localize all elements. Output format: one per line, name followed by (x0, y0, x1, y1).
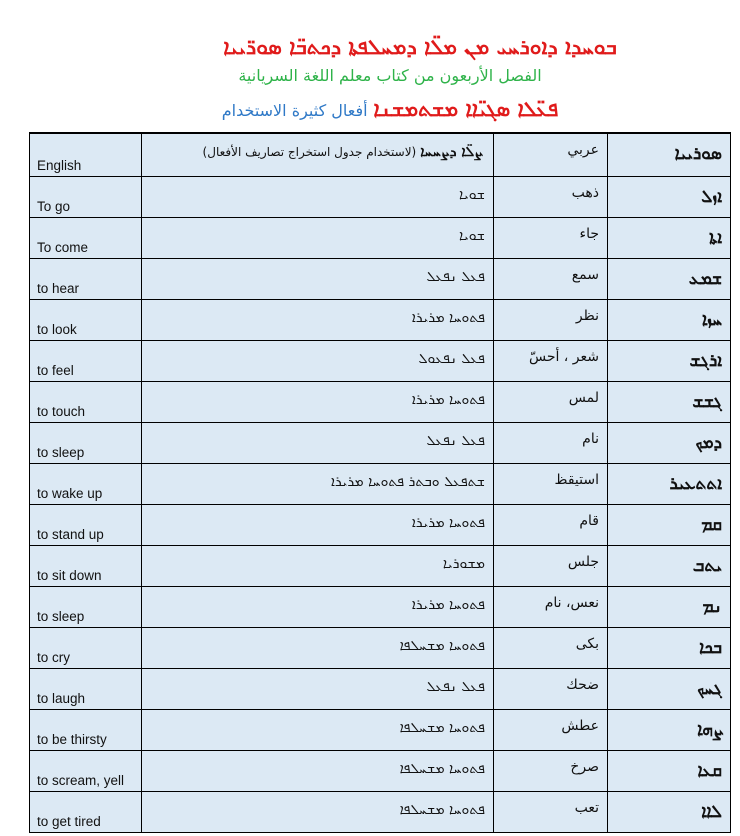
conjugation-cell-text: ܦܬܘܚܐ ܡܫܚܠܦܐ (399, 638, 485, 654)
english-cell (30, 669, 142, 710)
conjugation-cell-text: ܦܬܘܚܐ ܡܪܝܪܐ (411, 392, 485, 408)
arabic-cell (494, 300, 608, 341)
arabic-cell-text: صرخ (570, 759, 599, 775)
syriac-cell (608, 218, 731, 259)
conjugation-cell-text: ܦܥܠ ܢܦܥܠ (426, 679, 485, 695)
conjugation-cell-text: ܦܬܘܚܐ ܡܫܚܠܦܐ (399, 761, 485, 777)
english-cell (30, 710, 142, 751)
english-cell (30, 423, 142, 464)
conjugation-cell (142, 669, 494, 710)
arabic-cell-text: لمس (568, 390, 599, 406)
english-cell-text: to sit down (37, 568, 102, 583)
column-header-syriac: ܣܘܪܝܝܐ (608, 133, 731, 177)
syriac-cell-text: ܨܗܐ (697, 720, 722, 740)
arabic-cell (494, 382, 608, 423)
conjugation-cell-text: ܫܬܦܥܠ ܘܒܬܪ ܦܬܘܚܐ ܡܪܝܪܐ (330, 474, 485, 490)
table-row (30, 300, 731, 341)
table-row (30, 628, 731, 669)
english-cell-text: to sleep (37, 609, 85, 624)
syriac-cell-text: ܢܡ (702, 597, 722, 617)
english-cell (30, 382, 142, 423)
english-cell-text: to scream, yell (37, 773, 125, 788)
syriac-cell (608, 628, 731, 669)
syriac-cell-text: ܐܙܠ (701, 187, 722, 207)
arabic-cell (494, 505, 608, 546)
table-row (30, 751, 731, 792)
conjugation-cell (142, 792, 494, 833)
english-cell (30, 751, 142, 792)
arabic-cell (494, 423, 608, 464)
syriac-cell (608, 587, 731, 628)
conjugation-cell (142, 587, 494, 628)
table-row (30, 464, 731, 505)
conjugation-cell (142, 259, 494, 300)
conjugation-cell-text: ܦܥܠ ܢܦܥܠ (426, 433, 485, 449)
syriac-cell-text: ܐܬܬܥܝܪ (669, 474, 722, 494)
english-cell-text: to touch (37, 404, 86, 419)
conjugation-cell-text: ܦܬܘܚܐ ܡܫܚܠܦܐ (399, 802, 485, 818)
arabic-cell-text: ذهب (571, 185, 599, 201)
syriac-cell (608, 669, 731, 710)
english-cell-text: to cry (37, 650, 71, 665)
table-row (30, 177, 731, 218)
syriac-cell-text: ܐܬܐ (709, 228, 722, 248)
table-row (30, 792, 731, 833)
arabic-cell (494, 259, 608, 300)
english-cell (30, 300, 142, 341)
syriac-cell (608, 300, 731, 341)
table-row (30, 259, 731, 300)
conjugation-cell (142, 628, 494, 669)
arabic-cell-text: جاء (579, 226, 599, 242)
syriac-cell (608, 341, 731, 382)
table-row (30, 218, 731, 259)
column-header-conjugation-arabic: (لاستخدام جدول استخراج تصاريف الأفعال) (202, 145, 417, 159)
syriac-cell (608, 792, 731, 833)
conjugation-cell (142, 464, 494, 505)
english-cell-text: to wake up (37, 486, 103, 501)
conjugation-cell-text: ܦܬܘܚܐ ܡܪܝܪܐ (411, 597, 485, 613)
arabic-cell-text: تعب (574, 800, 599, 816)
arabic-cell (494, 751, 608, 792)
english-cell (30, 628, 142, 669)
arabic-cell-text: قام (579, 513, 599, 529)
syriac-cell (608, 505, 731, 546)
arabic-cell-text: ضحك (566, 677, 599, 693)
syriac-cell-text: ܚܙܐ (701, 310, 722, 330)
english-cell-text: to get tired (37, 814, 101, 829)
column-header-arabic: عربي (494, 133, 608, 177)
conjugation-cell-text: ܦܬܘܚܐ ܡܪܝܪܐ (411, 515, 485, 531)
syriac-cell (608, 464, 731, 505)
english-cell-text: to laugh (37, 691, 86, 706)
conjugation-cell (142, 177, 494, 218)
english-cell (30, 341, 142, 382)
english-cell (30, 464, 142, 505)
conjugation-cell-text: ܦܬܘܚܐ ܡܫܚܠܦܐ (399, 720, 485, 736)
syriac-cell-text: ܐܪܓܫ (689, 351, 722, 371)
column-header-english: English (30, 133, 142, 177)
arabic-cell (494, 669, 608, 710)
english-cell-text: to stand up (37, 527, 104, 542)
english-cell-text: To come (37, 240, 89, 255)
arabic-cell (494, 177, 608, 218)
syriac-cell (608, 259, 731, 300)
syriac-cell-text: ܓܚܟ (697, 679, 722, 699)
arabic-cell (494, 628, 608, 669)
conjugation-cell (142, 710, 494, 751)
syriac-cell (608, 710, 731, 751)
english-cell (30, 177, 142, 218)
table-row (30, 505, 731, 546)
section-title (0, 96, 740, 122)
syriac-cell-text: ܩܡ (701, 515, 722, 535)
conjugation-cell (142, 751, 494, 792)
conjugation-cell-text: ܦܥܠ ܢܦܥܘܠ (418, 351, 485, 367)
conjugation-cell (142, 218, 494, 259)
syriac-cell-text: ܝܬܒ (692, 556, 722, 576)
arabic-cell-text: عطش (561, 718, 599, 734)
arabic-cell-text: سمع (571, 267, 599, 283)
vocabulary-table (29, 132, 731, 833)
english-cell-text: To go (37, 199, 71, 214)
syriac-cell-text: ܠܐܐ (701, 802, 722, 822)
english-cell-text: to be thirsty (37, 732, 107, 747)
section-title-arabic: أفعال كثيرة الاستخدام (221, 101, 368, 120)
arabic-cell-text: نام (582, 431, 599, 447)
syriac-cell-text: ܕܡܟ (695, 433, 722, 453)
english-cell-text: to sleep (37, 445, 85, 460)
arabic-cell-text: نعس، نام (544, 595, 599, 611)
title-syriac: ܒܘܚܕܐ ܕܐܘܪܚܝ ܡܢ ܡܠ̈ܐ ܕܡܚܠܦܬܐ ܕܟܬܒ̈ܐ ܣܘܪ̈ܝܝܐ (223, 34, 617, 59)
table-row (30, 341, 731, 382)
arabic-cell (494, 546, 608, 587)
conjugation-cell-text: ܡܫܘܪܝܐ (442, 556, 485, 572)
english-cell (30, 218, 142, 259)
syriac-cell (608, 546, 731, 587)
syriac-cell-text: ܓܫܫ (692, 392, 722, 412)
table-row (30, 669, 731, 710)
arabic-cell-text: استيقظ (554, 472, 599, 488)
conjugation-cell (142, 341, 494, 382)
english-cell-text: to hear (37, 281, 80, 296)
syriac-cell (608, 382, 731, 423)
arabic-cell (494, 587, 608, 628)
section-title-syriac: ܦܥ̈ܠܐ ܣܓܝ̈ܐܐ ܡܫܬܡܫܢܐ (373, 96, 559, 121)
syriac-cell (608, 423, 731, 464)
english-cell (30, 546, 142, 587)
table-row (30, 710, 731, 751)
english-cell-text: to feel (37, 363, 74, 378)
table-row (30, 546, 731, 587)
table-row (30, 382, 731, 423)
english-cell (30, 259, 142, 300)
arabic-cell (494, 710, 608, 751)
syriac-cell-text: ܒܟܐ (699, 638, 722, 658)
arabic-cell (494, 341, 608, 382)
column-header-conjugation (142, 133, 494, 177)
conjugation-cell-text: ܫܘܝܐ (459, 187, 485, 203)
english-cell (30, 792, 142, 833)
conjugation-cell-text: ܦܬܘܚܐ ܡܪܝܪܐ (411, 310, 485, 326)
syriac-cell-text: ܩܥܐ (697, 761, 722, 781)
arabic-cell (494, 464, 608, 505)
conjugation-cell (142, 382, 494, 423)
english-cell (30, 587, 142, 628)
table-row (30, 423, 731, 464)
table-header-row (30, 133, 731, 177)
arabic-cell (494, 218, 608, 259)
arabic-cell-text: بكى (575, 636, 599, 652)
arabic-cell (494, 792, 608, 833)
subtitle-arabic: الفصل الأربعون من كتاب معلم اللغة السريانية (238, 66, 542, 85)
english-cell (30, 505, 142, 546)
conjugation-cell-text: ܦܥܠ ܢܦܥܠ (426, 269, 485, 285)
conjugation-cell (142, 423, 494, 464)
syriac-cell (608, 177, 731, 218)
english-cell-text: to look (37, 322, 77, 337)
column-header-conjugation-syriac: ܨܠ̈ܐ ܕܨܚܚܐ (420, 144, 483, 160)
conjugation-cell (142, 505, 494, 546)
arabic-cell-text: جلس (567, 554, 599, 570)
conjugation-cell (142, 546, 494, 587)
conjugation-cell-text: ܫܘܝܐ (459, 228, 485, 244)
syriac-cell-text: ܫܡܥ (688, 269, 722, 289)
arabic-cell-text: شعر ، أحسّ (528, 349, 599, 365)
table-row (30, 587, 731, 628)
arabic-cell-text: نظر (575, 308, 599, 324)
conjugation-cell (142, 300, 494, 341)
syriac-cell (608, 751, 731, 792)
